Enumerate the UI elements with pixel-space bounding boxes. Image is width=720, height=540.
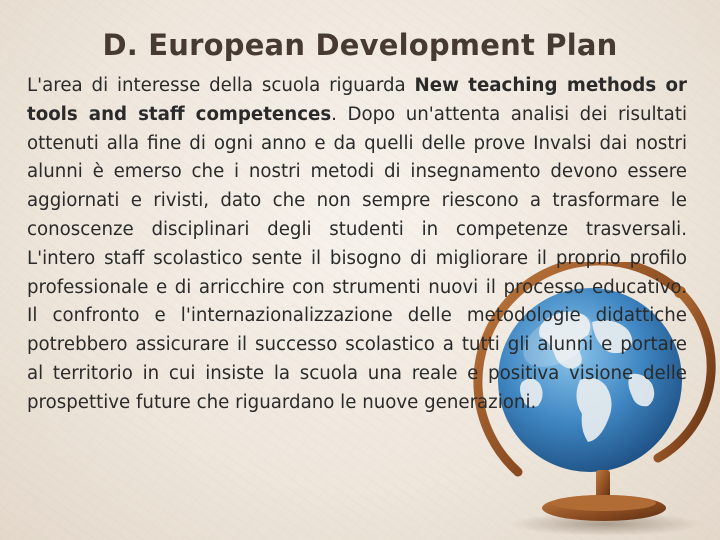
paragraph-highlight: New teaching methods or tools and staff competences [27,75,687,125]
paragraph-body: . Dopo un'attenta analisi dei risultati ottenuti alla fine di ogni anno e da quelli delle prove Invalsi dai nostri alunni è emerso che i nostri metodi di insegnamento devono essere aggiornati e rivisti, dato che non sempre riescono a trasformare le conoscenze disciplinari degli studenti in competenze trasversali. L'intero staff scolastico sente il bisogno di migliorare il proprio profilo professionale e di arricchire con strumenti nuovi il processo educativo. Il confronto e l'internazionalizzazione delle metodologie didattiche potrebbero assicurare il successo scolastico a tutti gli alunni e portare al territorio in cui insiste la scuola una reale e positiva visione delle prospettive future che riguardano le nuove generazioni. [27,103,687,413]
slide-title: D. European Development Plan [102,28,618,62]
body-paragraph [27,72,687,418]
paragraph-intro: L'area di interesse della scuola riguarda [27,75,415,96]
